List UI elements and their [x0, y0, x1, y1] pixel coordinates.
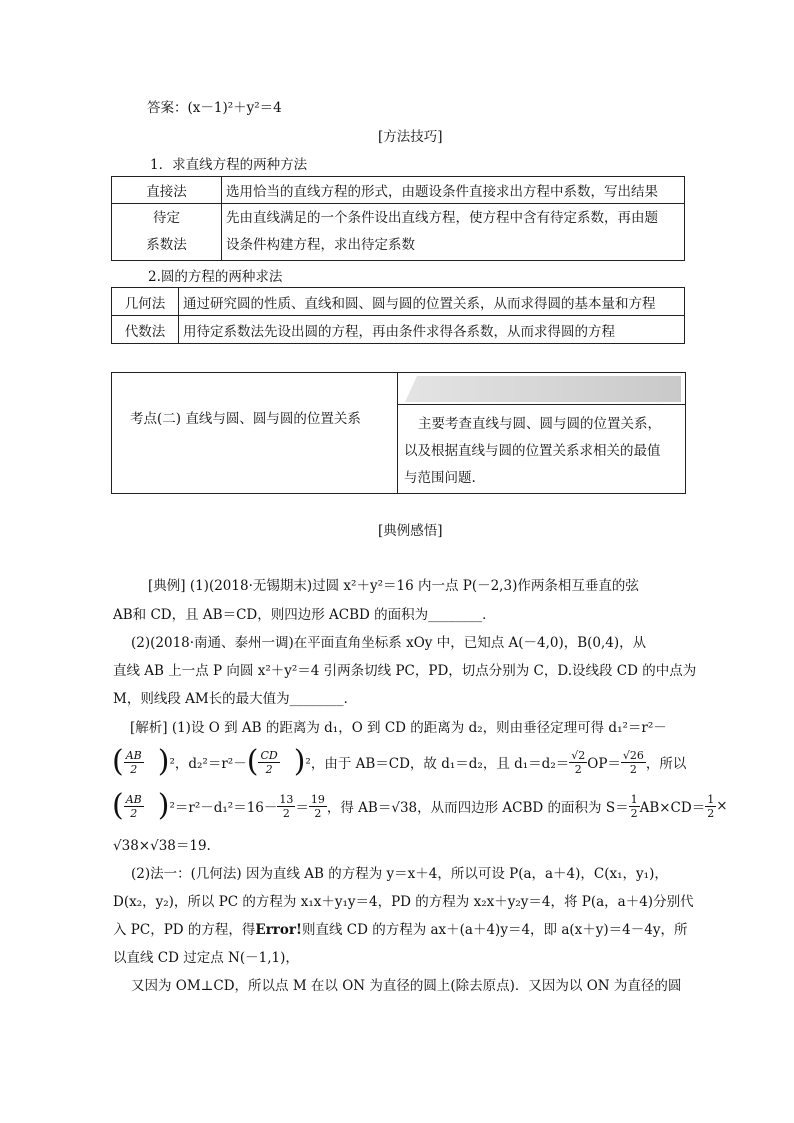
- fraction-numerator: CD: [260, 748, 278, 762]
- fraction-numerator: √2: [571, 748, 586, 762]
- label-line: 待定: [153, 210, 180, 226]
- table-cell-label: 直接法: [112, 177, 222, 204]
- fraction-denominator: 2: [630, 806, 638, 820]
- fraction-denominator: 2: [130, 762, 138, 776]
- method1-heading: 1．求直线方程的两种方法: [150, 157, 308, 173]
- fraction-denominator: 2: [707, 806, 715, 820]
- analysis-line: [解析] (1)设 O 到 AB 的距离为 d₁，O 到 CD 的距离为 d₂，则由垂径定理可得 d₁²＝r²－: [130, 720, 667, 736]
- fraction-numerator: AB: [125, 748, 142, 762]
- decorative-banner: [405, 376, 681, 404]
- formula-text: ²＝r²－d₁²＝16－: [169, 800, 278, 816]
- kaodian-divider: [397, 373, 398, 493]
- table-cell-text: 通过研究圆的性质、直线和圆、圆与圆的位置关系，从而求得圆的基本量和方程: [179, 288, 685, 316]
- table-row: [112, 177, 685, 204]
- fraction-19-over-2: [309, 793, 327, 820]
- example-heading: [典例感悟]: [378, 523, 443, 539]
- analysis-formula-line: [112, 784, 728, 828]
- method2-heading: 2.圆的方程的两种求法: [148, 269, 283, 285]
- fraction-sqrt2-over-2: [569, 749, 587, 776]
- example-line: M，则线段 AM长的最大值为________．: [113, 691, 358, 707]
- formula-text: ²，由于 AB＝CD，故 d₁＝d₂，且 d₁＝d₂＝: [305, 756, 570, 772]
- analysis-line: 以直线 CD 过定点 N(－1,1)，: [113, 950, 299, 966]
- fraction-denominator: 2: [130, 806, 138, 820]
- kaodian-box: [111, 372, 686, 494]
- table-row: [112, 204, 685, 261]
- table-row: [112, 288, 685, 316]
- example-line: 直线 AB 上一点 P 向圆 x²＋y²＝4 引两条切线 PC，PD，切点分别为 C，D.设线段 CD 的中点为: [113, 663, 697, 679]
- fraction-denominator: 2: [629, 762, 637, 776]
- formula-text: AB×CD＝: [639, 800, 706, 816]
- example-line: (2)(2018·南通、泰州一调)在平面直角坐标系 xOy 中，已知点 A(－4,0)，B(0,4)，从: [131, 635, 647, 651]
- label-line: 系数法: [146, 237, 187, 253]
- analysis-line: [113, 918, 687, 938]
- analysis-line: D(x₂，y₂)，所以 PC 的方程为 x₁x＋y₁y＝4，PD 的方程为 x₂x＋y₂y＝4，将 P(a，a＋4)分别代: [113, 894, 694, 910]
- fraction-cd-over-2: [258, 749, 279, 776]
- fraction-ab-over-2: [124, 793, 144, 820]
- kaodian-title: 考点(二) 直线与圆、圆与圆的位置关系: [130, 411, 361, 427]
- fraction-denominator: 2: [265, 762, 273, 776]
- text-line: 先由直线满足的一个条件设出直线方程，使方程中含有待定系数，再由题: [226, 210, 658, 226]
- kaodian-desc: 与范围问题.: [404, 470, 476, 486]
- right-paren: ): [157, 788, 170, 823]
- formula-text: ，得 AB＝√38，从而四边形 ACBD 的面积为 S＝: [326, 800, 629, 816]
- left-paren: (: [246, 744, 259, 779]
- analysis-line: √38×√38＝19.: [113, 838, 211, 854]
- formula-text: ，所以: [645, 756, 687, 772]
- table-cell-text: 选用恰当的直线方程的形式，由题设条件直接求出方程中系数，写出结果: [222, 177, 685, 204]
- fraction-numerator: 1: [707, 792, 715, 806]
- fraction-denominator: 2: [314, 806, 322, 820]
- table-cell-label: 代数法: [112, 316, 179, 344]
- formula-text: ＝: [295, 800, 309, 816]
- line-equation-methods-table: [111, 176, 685, 261]
- fraction-sqrt26-over-2: [621, 749, 646, 776]
- example-line: AB和 CD，且 AB＝CD，则四边形 ACBD 的面积为________．: [113, 607, 496, 623]
- fraction-ab-over-2: [124, 749, 144, 776]
- fraction-1-over-2: [629, 793, 640, 820]
- kaodian-inner-line: [398, 404, 685, 405]
- table-cell-label: [112, 204, 222, 261]
- left-paren: (: [112, 744, 124, 779]
- left-paren: (: [112, 788, 124, 823]
- fraction-denominator: 2: [282, 806, 290, 820]
- fraction-denominator: 2: [574, 762, 582, 776]
- formula-text: OP＝: [587, 756, 621, 772]
- fraction-numerator: √26: [622, 748, 644, 762]
- analysis-text: 则直线 CD 的方程为 ax＋(a＋4)y＝4，即 a(x＋y)＝4－4y，所: [301, 922, 688, 938]
- analysis-text: 入 PC，PD 的方程，得: [113, 922, 256, 938]
- fraction-13-over-2: [277, 793, 295, 820]
- method-tips-heading: [方法技巧]: [378, 129, 443, 145]
- fraction-numerator: AB: [125, 792, 142, 806]
- table-cell-label: 几何法: [112, 288, 179, 316]
- analysis-line: (2)法一：(几何法) 因为直线 AB 的方程为 y＝x＋4，所以可设 P(a，a＋4)，C(x₁，y₁)，: [131, 866, 668, 882]
- formula-text: ²，d₂²＝r²－: [169, 756, 247, 772]
- example-line: [典例] (1)(2018·无锡期末)过圆 x²＋y²＝16 内一点 P(－2,3)作两条相互垂直的弦: [148, 578, 639, 594]
- right-paren: ): [293, 744, 306, 779]
- text-line: 设条件构建方程，求出待定系数: [226, 237, 415, 253]
- analysis-line: 又因为 OM⊥CD，所以点 M 在以 ON 为直径的圆上(除去原点)．又因为以 ON 为直径的圆: [131, 978, 682, 994]
- kaodian-desc: 以及根据直线与圆的位置关系求相关的最值: [404, 443, 661, 459]
- fraction-numerator: 19: [310, 792, 325, 806]
- formula-text: ×: [716, 798, 728, 814]
- analysis-formula-line: [112, 740, 686, 784]
- error-text: Error!: [255, 922, 302, 938]
- circle-equation-methods-table: [111, 287, 685, 344]
- fraction-numerator: 1: [630, 792, 638, 806]
- right-paren: ): [157, 744, 170, 779]
- answer-line: 答案：(x－1)²＋y²＝4: [147, 100, 282, 116]
- table-cell-text: [222, 204, 685, 261]
- kaodian-desc: 主要考查直线与圆、圆与圆的位置关系，: [418, 416, 661, 432]
- table-row: [112, 316, 685, 344]
- fraction-1-over-2: [705, 793, 716, 820]
- fraction-numerator: 13: [279, 792, 294, 806]
- table-cell-text: 用待定系数法先设出圆的方程，再由条件求得各系数，从而求得圆的方程: [179, 316, 685, 344]
